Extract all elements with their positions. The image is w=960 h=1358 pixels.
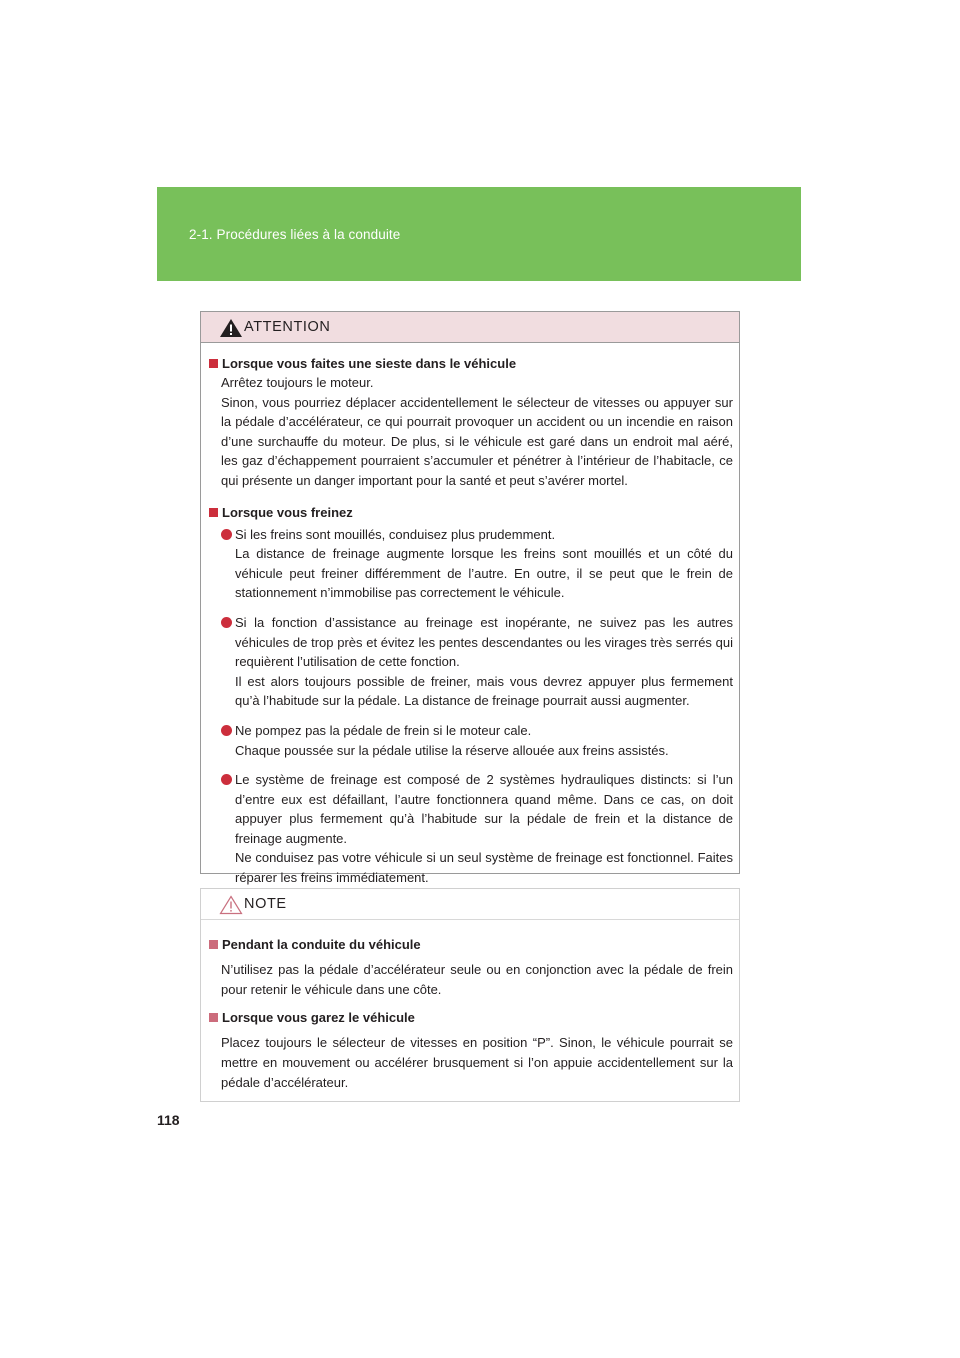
attention-box (200, 311, 740, 886)
section-title: 2-1. Procédures liées à la conduite (189, 227, 401, 242)
section-heading: Lorsque vous faites une sieste dans le véhicule (209, 354, 733, 373)
attention-header (201, 312, 739, 343)
square-bullet-icon (209, 359, 218, 368)
note-header (201, 889, 739, 920)
circle-bullet-icon (221, 529, 232, 540)
list-item: Ne pompez pas la pédale de frein si le moteur cale. Chaque poussée sur la pédale utilise la réserve allouée aux freins assistés. (221, 721, 733, 760)
square-bullet-icon (209, 940, 218, 949)
warning-triangle-outline-icon (219, 895, 243, 915)
section-header-band (157, 187, 801, 281)
section-heading: Lorsque vous garez le véhicule (209, 1008, 733, 1027)
circle-bullet-icon (221, 725, 232, 736)
list-item: Si la fonction d’assistance au freinage est inopérante, ne suivez pas les autres véhicules de trop près et évitez les pentes descendantes ou les virages très serrés qui requièrent l’utilisation de cette fonction. Il est alors toujours possible de freiner, mais vous devrez appuyer plus fermement qu’à l’habitude sur la pédale. La distance de freinage pourrait aussi augmenter. (221, 613, 733, 711)
paragraph: Arrêtez toujours le moteur. (221, 375, 374, 390)
attention-body (201, 343, 739, 888)
warning-triangle-icon (219, 318, 243, 338)
list-item: Le système de freinage est composé de 2 systèmes hydrauliques distincts: si l’un d’entre eux est défaillant, l’autre fonctionnera quand même. Dans ce cas, on doit appuyer plus fermement qu’à l’habitude sur la pédale de frein et la distance de freinage augmente. Ne conduisez pas votre véhicule si un seul système de freinage est fonctionnel. Faites réparer les freins immédiatement. (221, 770, 733, 888)
section-heading: Lorsque vous freinez (209, 503, 733, 522)
page-number: 118 (157, 1112, 180, 1128)
paragraph: Sinon, vous pourriez déplacer accidentellement le sélecteur de vitesses ou appuyer sur la pédale d’accélérateur, ce qui pourrait provoquer un accident ou un incendie en raison d’une surchauffe du moteur. De plus, si le véhicule est garé dans un endroit mal aéré, les gaz d’échappement pourraient s’accumuler et pénétrer à l’intérieur de l’habitacle, ce qui présente un danger important pour la santé et peut s’avérer mortel. (221, 394, 733, 488)
paragraph: N’utilisez pas la pédale d’accélérateur seule ou en conjonction avec la pédale de frein pour retenir le véhicule dans une côte. (221, 962, 733, 997)
attention-title: ATTENTION (244, 319, 331, 335)
circle-bullet-icon (221, 617, 232, 628)
note-body (201, 920, 739, 1093)
square-bullet-icon (209, 508, 218, 517)
section-heading: Pendant la conduite du véhicule (209, 935, 733, 954)
paragraph: Placez toujours le sélecteur de vitesses en position “P”. Sinon, le véhicule pourrait se mettre en mouvement ou accélérer brusquement si l’on appuie accidentellement sur la pédale d’accélérateur. (221, 1035, 733, 1090)
list-item: Si les freins sont mouillés, conduisez plus prudemment. La distance de freinage augmente lorsque les freins sont mouillés et un côté du véhicule peut freiner différemment de l’autre. En outre, il se peut que le frein de stationnement n’immobilise pas correctement le véhicule. (221, 525, 733, 603)
note-title: NOTE (244, 896, 287, 912)
square-bullet-icon (209, 1013, 218, 1022)
note-box (200, 888, 740, 1102)
circle-bullet-icon (221, 774, 232, 785)
